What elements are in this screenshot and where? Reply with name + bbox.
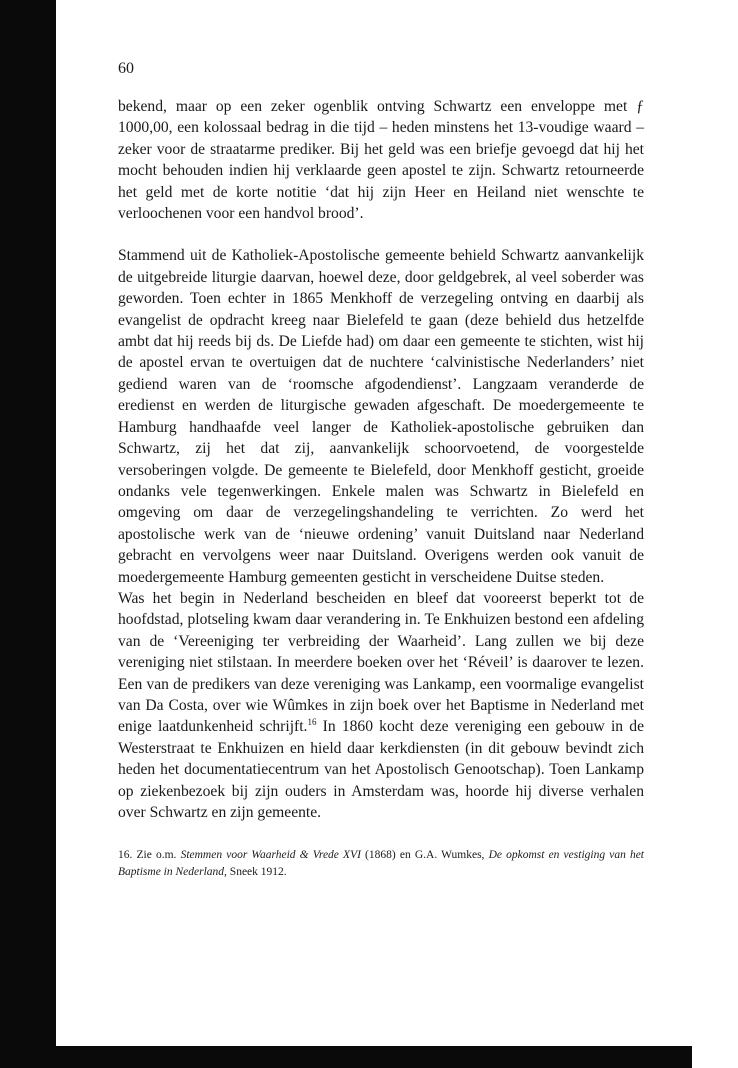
page-number: 60 (118, 60, 134, 77)
paragraph-3-part-1: Was het begin in Nederland bescheiden en bleef dat vooreerst beperkt tot de hoofdstad, plotseling kwam daar verandering in. Te Enkhuizen bestond een afdeling van de ‘Vereeniging ter verbreiding der Waarheid’. Lang zullen we bij deze vereniging niet stilstaan. In meerdere boeken over het ‘Réveil’ is daarover te lezen. Een van de predikers van deze vereniging was Lankamp, een voormalige evangelist van Da Costa, over wie Wûmkes in zijn boek over het Baptisme in Nederland met enige laatdunkenheid schrijft. (118, 589, 644, 736)
scan-border-left (0, 0, 56, 1068)
footnote-reference[interactable]: 16 (307, 717, 317, 728)
footnote-title-2: De opkomst en vestiging van het Baptisme in Nederland, (118, 849, 645, 879)
book-page (118, 60, 644, 881)
paragraph-3 (118, 588, 644, 823)
footnote-end: Sneek 1912. (226, 866, 287, 879)
paragraph-2: Stammend uit de Katholiek-Apostolische gemeente behield Schwartz aanvankelijk de uitgebreide liturgie daarvan, hoewel deze, door geldgebrek, al veel soberder was geworden. Toen echter in 1865 Menkhoff de verzegeling ontving en daarbij als evangelist de opdracht kreeg naar Bielefeld te gaan (deze behield dus hetzelfde ambt dat hij reeds bij ds. De Liefde had) om daar een gemeente te stichten, wist hij de apostel ervan te overtuigen dat de nuchtere ‘calvinistische Nederlanders’ niet gediend waren van de ‘roomsche afgodendienst’. Langzaam veranderde de eredienst en werden de liturgische gewaden afgeschaft. De moedergemeente te Hamburg handhaafde veel langer de Katholiek-apostolische gebruiken dan Schwartz, zij het dat zij, aanvankelijk schoorvoetend, de voorgestelde versoberingen volgde. De gemeente te Bielefeld, door Menkhoff gesticht, groeide ondanks vele tegenwerkingen. Enkele malen was Schwartz in Bielefeld en omgeving om daar de verzegelingshandeling te verrichten. Zo werd het apostolische werk van de ‘nieuwe ordening’ vanuit Duitsland naar Nederland gebracht en vervolgens weer naar Duitsland. Overigens werden ook vanuit de moedergemeente Hamburg gemeenten gesticht in verscheidene Duitse steden. (118, 247, 644, 586)
footnote-title-1: Stemmen voor Waarheid & Vrede XVI (180, 849, 361, 862)
footnote-middle: (1868) en G.A. Wumkes, (360, 849, 489, 862)
paragraph-3-part-2: In 1860 kocht deze vereniging een gebouw in de Westerstraat te Enkhuizen en hield daar kerkdiensten (in dit gebouw bevindt zich heden het documentatiecentrum van het Apostolisch Genootschap). Toen Lankamp op ziekenbezoek bij zijn ouders in Amsterdam was, hoorde hij diverse verhalen over Schwartz en zijn gemeente. (118, 718, 644, 821)
footnote-label: 16. Zie o.m. (118, 849, 181, 862)
footnote (118, 847, 644, 881)
body-text (118, 96, 644, 823)
paragraph-1: bekend, maar op een zeker ogenblik ontving Schwartz een enveloppe met ƒ 1000,00, een kolossaal bedrag in die tijd – heden minstens het 13-voudige waard – zeker voor de straatarme prediker. Bij het geld was een briefje gevoegd dat hij het mocht behouden indien hij verklaarde geen apostel te zijn. Schwartz retourneerde het geld met de korte notitie ‘dat hij zijn Heer en Heiland niet wenschte te verloochenen voor een handvol brood’. (118, 98, 644, 223)
scan-border-bottom (0, 1046, 692, 1068)
